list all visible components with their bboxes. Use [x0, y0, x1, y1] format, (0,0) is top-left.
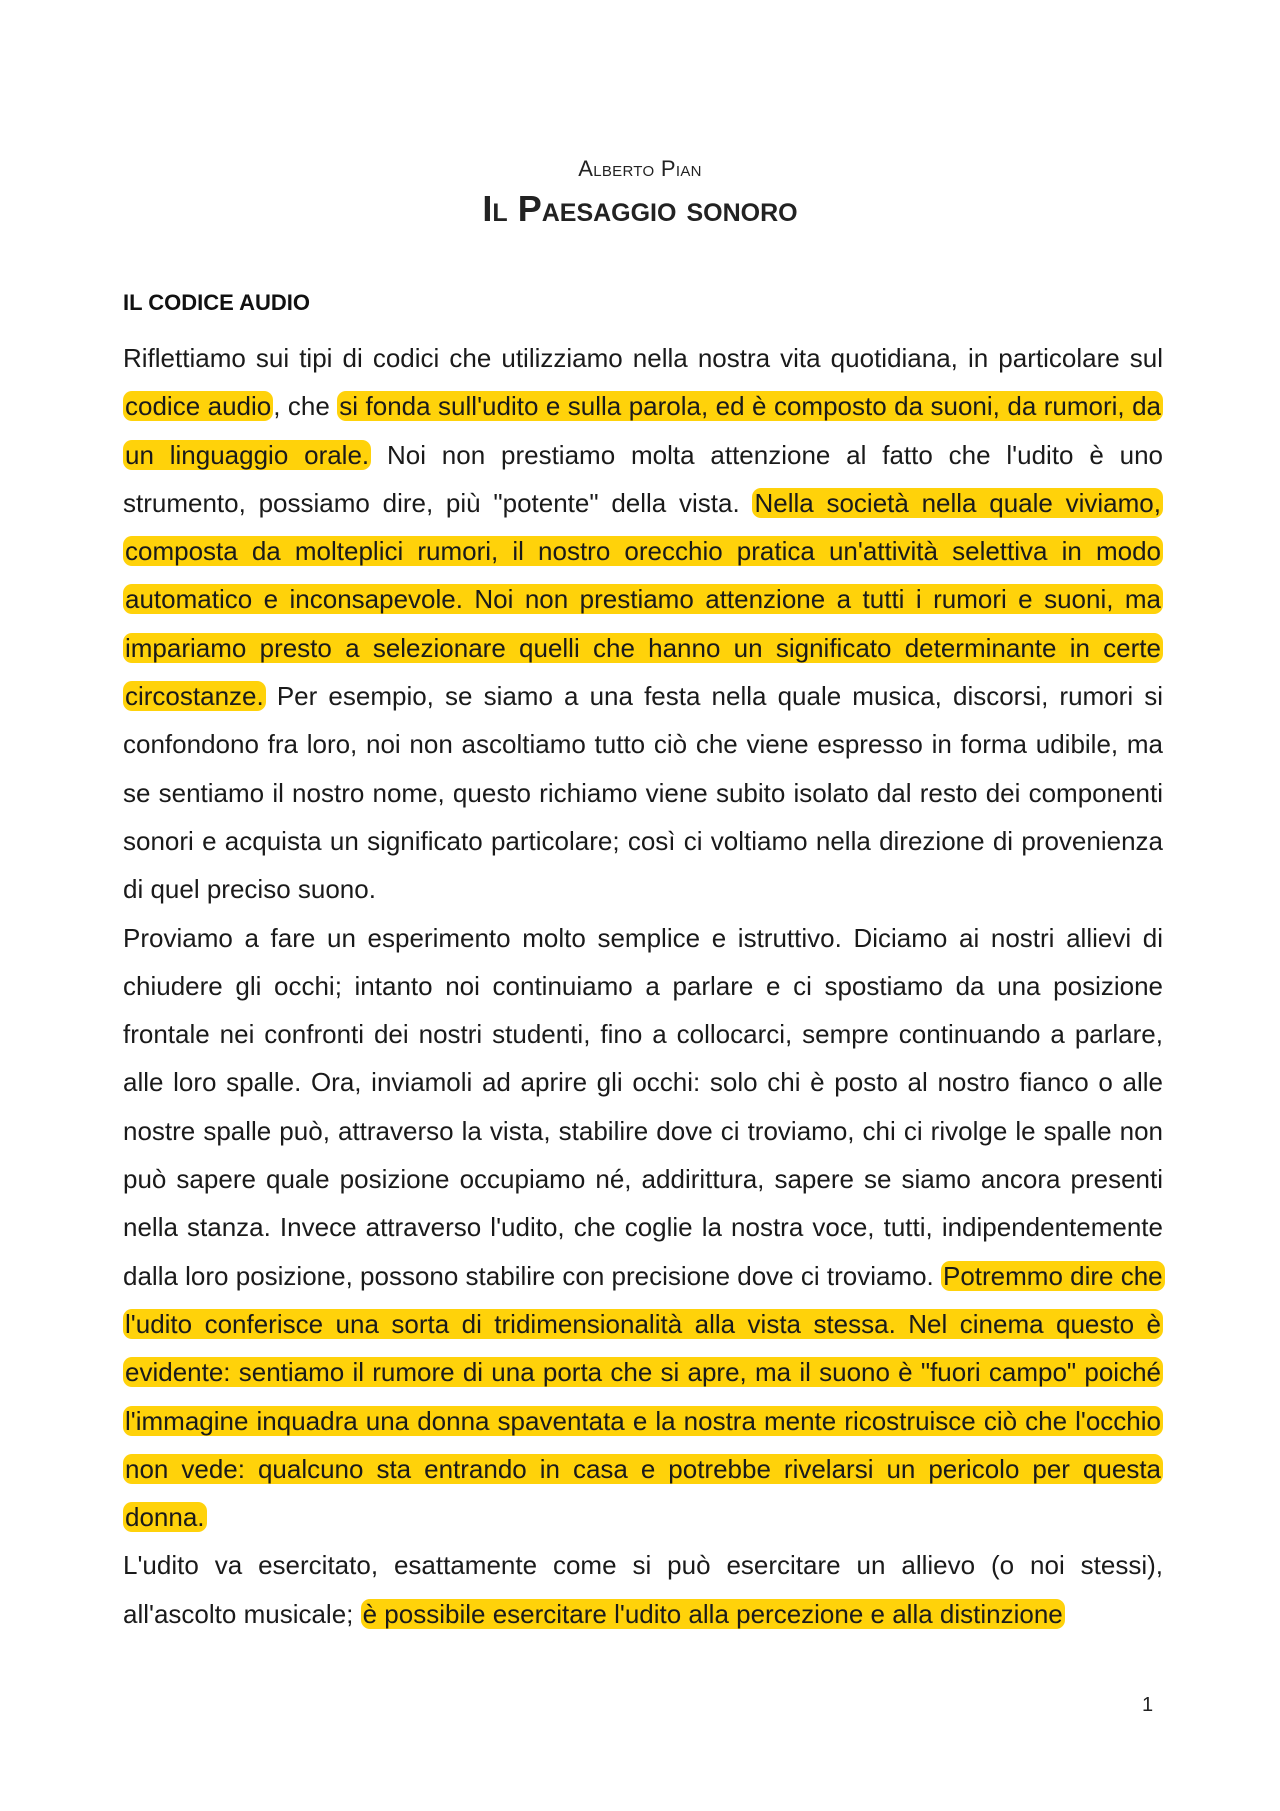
document-title: Il Paesaggio sonoro	[482, 188, 798, 229]
text-segment: Per esempio, se siamo a una festa nella quale musica, discorsi, rumori si confondono fra loro, noi non ascoltiamo tutto ciò che viene espresso in forma udibile, ma se sentiamo il nostro nome, questo richiamo viene subito isolato dal resto dei componenti sonori e acquista un significato particolare; così ci voltiamo nella direzione di provenienza di quel preciso suono.	[123, 681, 1163, 905]
text-segment: , che	[273, 391, 338, 422]
paragraph-1	[123, 334, 1163, 914]
highlighted-text: codice audio	[125, 391, 272, 422]
paragraph-2	[123, 914, 1163, 1542]
section-heading: IL CODICE AUDIO	[123, 290, 311, 315]
page-number: 1	[1142, 1694, 1154, 1716]
text-segment: Noi non prestiamo molta attenzione al fatto che l'udito è uno strumento, possiamo dire, più "potente" della vista.	[123, 439, 1163, 518]
author-name: Alberto Pian	[578, 156, 702, 181]
paragraph-3	[123, 1541, 1163, 1638]
highlighted-text: si fonda sull'udito e sulla parola, ed è composto da suoni, da rumori, da un linguaggio orale.	[125, 391, 1162, 470]
highlighted-text: Potremmo dire che l'udito conferisce una sorta di tridimensionalità alla vista stessa. Nel cinema questo è evidente: sentiamo il rumore di una porta che si apre, ma il suono è "fuori campo" poiché l'immagine inquadra una donna spaventata e la nostra mente ricostruisce ciò che l'occhio non vede: qualcuno sta entrando in casa e potrebbe rivelarsi un pericolo per questa donna.	[125, 1260, 1163, 1533]
highlighted-text: è possibile esercitare l'udito alla percezione e alla distinzione	[362, 1598, 1063, 1629]
body-text	[123, 334, 1163, 1638]
text-segment: L'udito va esercitato, esattamente come si può esercitare un allievo (o noi stessi), all'ascolto musicale;	[123, 1550, 1163, 1629]
text-segment: Riflettiamo sui tipi di codici che utilizziamo nella nostra vita quotidiana, in particolare sul	[123, 343, 1163, 373]
text-segment: Proviamo a fare un esperimento molto semplice e istruttivo. Diciamo ai nostri allievi di chiudere gli occhi; intanto noi continuiamo a parlare e ci spostiamo da una posizione frontale nei confronti dei nostri studenti, fino a collocarci, sempre continuando a parlare, alle loro spalle. Ora, inviamoli ad aprire gli occhi: solo chi è posto al nostro fianco o alle nostre spalle può, attraverso la vista, stabilire dove ci troviamo, chi ci rivolge le spalle non può sapere quale posizione occupiamo né, addirittura, sapere se siamo ancora presenti nella stanza. Invece attraverso l'udito, che coglie la nostra voce, tutti, indipendentemente dalla loro posizione, possono stabilire con precisione dove ci troviamo.	[123, 922, 1163, 1291]
highlighted-text: Nella società nella quale viviamo, composta da molteplici rumori, il nostro orecchio pratica un'attività selettiva in modo automatico e inconsapevole. Noi non prestiamo attenzione a tutti i rumori e suoni, ma impariamo presto a selezionare quelli che hanno un significato determinante in certe circostanze.	[125, 487, 1161, 712]
